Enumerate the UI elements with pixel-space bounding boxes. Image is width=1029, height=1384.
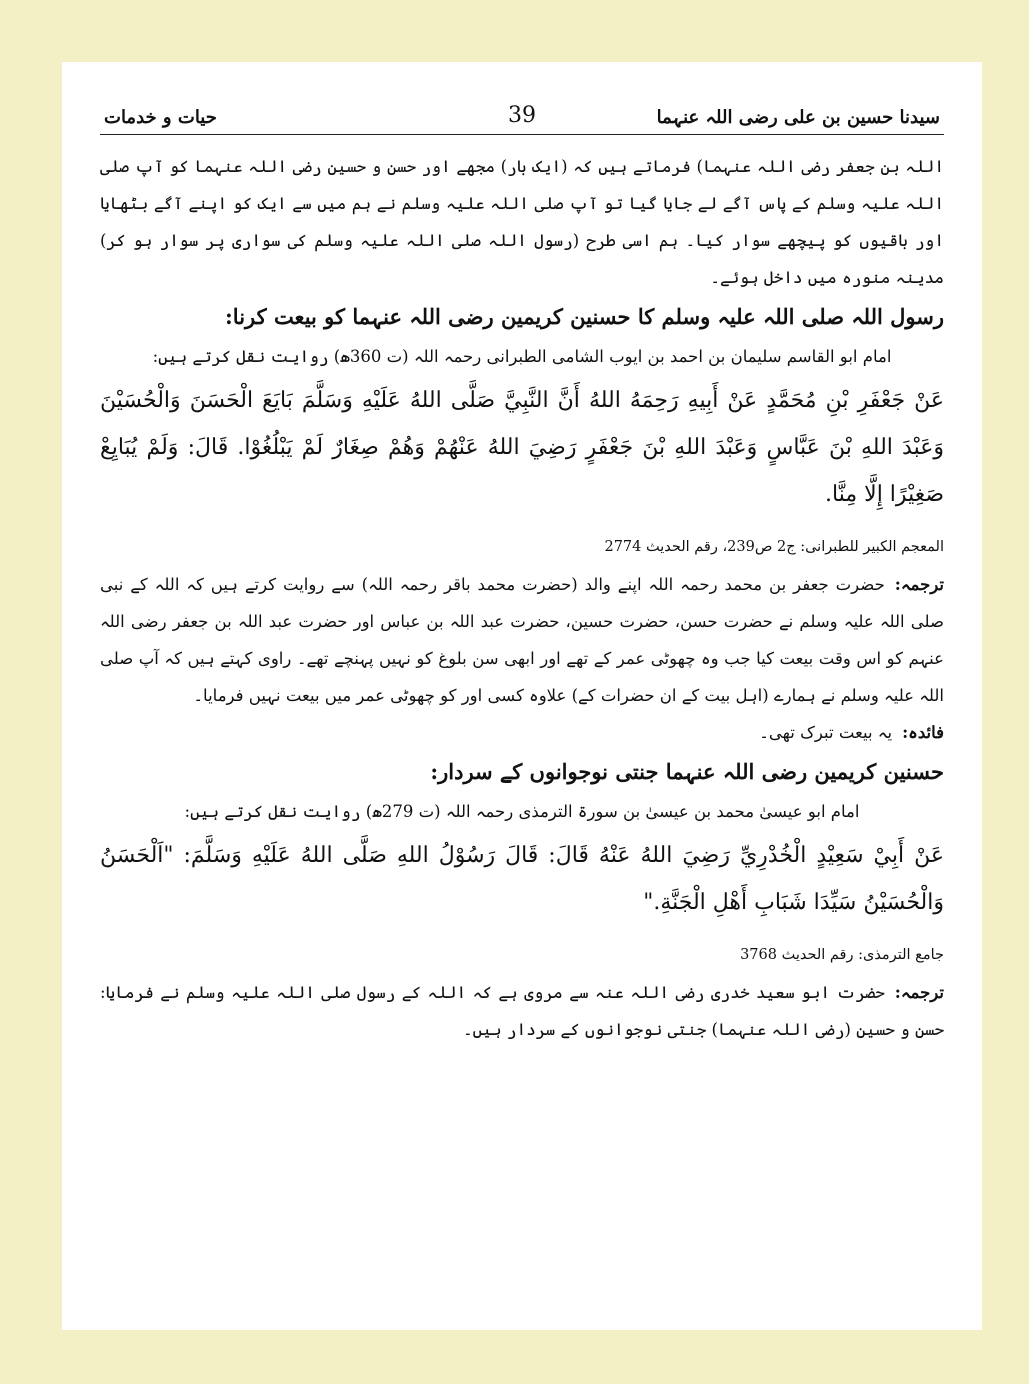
benefit-note — [100, 714, 944, 751]
page-header — [100, 90, 944, 135]
header-book-title: حیات و خدمات — [104, 107, 217, 128]
section-heading-leaders: حسنین کریمین رضی اللہ عنہما جنتی نوجوانوں کے سردار: — [430, 759, 944, 784]
hadith-reference: المعجم الکبیر للطبرانی: ج2 ص239، رقم الحدیث 2774 — [604, 539, 944, 555]
section-heading-bayah: رسول اللہ صلی اللہ علیہ وسلم کا حسنین کریمین رضی اللہ عنہما کو بیعت کرنا: — [225, 304, 944, 329]
narration-intro-tirmidhi: امام ابو عیسیٰ محمد بن عیسیٰ بن سورۃ الترمذی رحمہ اللہ (ت 279ھ) روایت نقل کرتے ہیں: — [184, 802, 860, 821]
page-number: 39 — [508, 103, 536, 128]
arabic-hadith-text: عَنْ جَعْفَرِ بْنِ مُحَمَّدٍ عَنْ أَبِيهِ رَحِمَهُ اللهُ أَنَّ النَّبِيَّ صَلَّى اللهُ عَلَيْهِ وَسَلَّمَ بَايَعَ الْحَسَنَ وَالْحُسَيْنَ وَعَبْدَ اللهِ بْنَ عَبَّاسٍ وَعَبْدَ اللهِ بْنَ جَعْفَرٍ رَضِيَ اللهُ عَنْهُمْ وَهُمْ صِغَارٌ لَمْ يَبْلُغُوْا. قَالَ: وَلَمْ يُبَايِعْ صَغِيْرًا إِلَّا مِنَّا. — [100, 388, 944, 507]
benefit-label: فائدہ: — [902, 723, 944, 742]
translation-label: ترجمہ: — [894, 575, 944, 594]
book-page — [62, 62, 982, 1330]
narration-intro-tabarani: امام ابو القاسم سلیمان بن احمد بن ایوب الشامی الطبرانی رحمہ اللہ (ت 360ھ) روایت نقل کرتے ہیں: — [152, 347, 892, 366]
benefit-text: یہ بیعت تبرک تھی۔ — [759, 723, 893, 742]
translation-label: ترجمہ: — [894, 983, 944, 1002]
paragraph-continuation: اللہ بن جعفر رضی اللہ عنہما) فرماتے ہیں کہ (ایک بار) مجھے اور حسن و حسین رضی اللہ عنہما کو آپ صلی اللہ علیہ وسلم کے پاس آگے لے جایا گیا تو آپ صلی اللہ علیہ وسلم نے ہم میں سے ایک کو اپنے آگے بٹھایا اور باقیوں کو پیچھے سوار کیا۔ ہم اسی طرح (رسول اللہ صلی اللہ علیہ وسلم کی سواری پر سوار ہو کر) مدینہ منورہ میں داخل ہوئے۔ — [100, 157, 944, 287]
translation-text: حضرت ابو سعید خدری رضی اللہ عنہ سے مروی ہے کہ اللہ کے رسول صلی اللہ علیہ وسلم نے فرمایا: حسن و حسین (رضی اللہ عنہما) جنتی نوجوانوں کے سردار ہیں۔ — [100, 983, 944, 1039]
hadith-reference: جامع الترمذی: رقم الحدیث 3768 — [740, 947, 944, 963]
translation-paragraph — [100, 566, 944, 714]
page-content — [100, 148, 944, 1048]
header-chapter-title: سیدنا حسین بن علی رضی اللہ عنہما — [656, 107, 940, 128]
arabic-hadith-text: عَنْ أَبِيْ سَعِيْدٍ الْخُدْرِيِّ رَضِيَ اللهُ عَنْهُ قَالَ: قَالَ رَسُوْلُ اللهِ صَلَّى اللهُ عَلَيْهِ وَسَلَّمَ: "اَلْحَسَنُ وَالْحُسَيْنُ سَيِّدَا شَبَابِ أَهْلِ الْجَنَّةِ." — [100, 843, 944, 915]
translation-paragraph — [100, 974, 944, 1048]
translation-text: حضرت جعفر بن محمد رحمہ اللہ اپنے والد (حضرت محمد باقر رحمہ اللہ) سے روایت کرتے ہیں کہ اللہ کے نبی صلی اللہ علیہ وسلم نے حضرت حسن، حضرت حسین، حضرت عبد اللہ بن عباس اور حضرت عبد اللہ بن جعفر رضی اللہ عنہم کو اس وقت بیعت کیا جب وہ چھوٹی عمر کے تھے اور ابھی سن بلوغ کو نہیں پہنچے تھے۔ راوی کہتے ہیں کہ آپ صلی اللہ علیہ وسلم نے ہمارے (اہل بیت کے ان حضرات کے) علاوہ کسی اور کو چھوٹی عمر میں بیعت نہیں فرمایا۔ — [100, 575, 944, 705]
